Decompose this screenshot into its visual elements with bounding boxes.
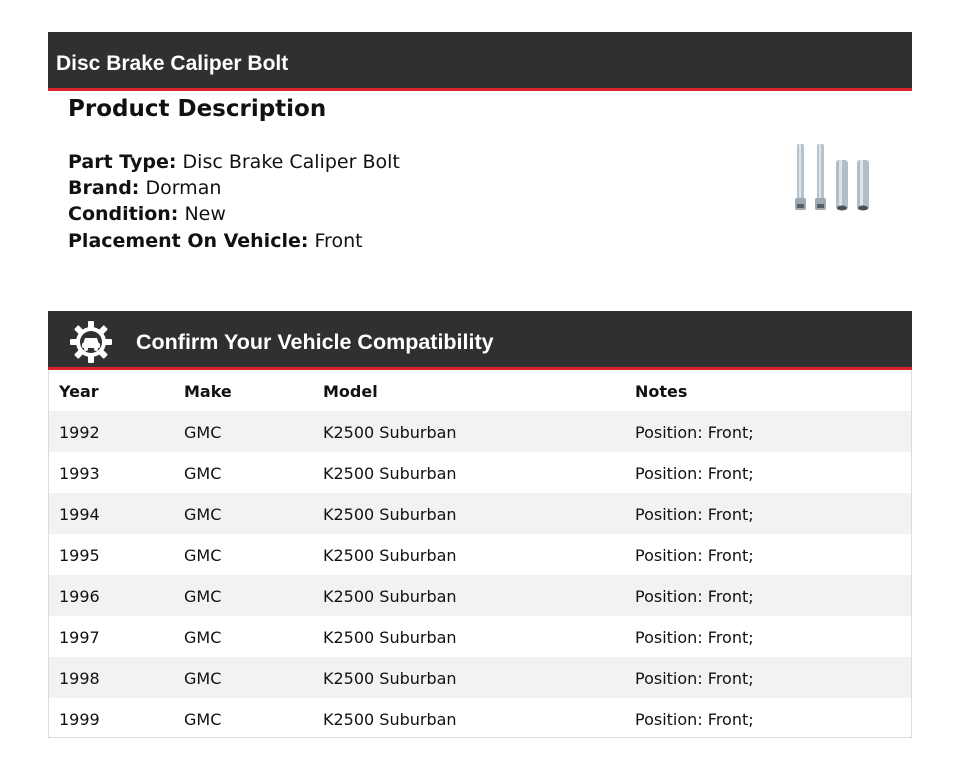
product-description-heading: Product Description — [68, 96, 327, 122]
product-image[interactable] — [786, 140, 881, 220]
spec-label: Condition: — [68, 203, 179, 225]
cell-make: GMC — [184, 505, 222, 524]
table-row — [49, 698, 911, 739]
table-row — [49, 411, 911, 452]
cell-model: K2500 Suburban — [323, 464, 457, 483]
column-header-year[interactable]: Year — [59, 382, 99, 401]
cell-year: 1998 — [59, 669, 100, 688]
cell-model: K2500 Suburban — [323, 628, 457, 647]
table-row — [49, 452, 911, 493]
spec-value: Dorman — [145, 177, 222, 199]
table-row — [49, 657, 911, 698]
spec-label: Placement On Vehicle: — [68, 230, 309, 252]
table-row — [49, 575, 911, 616]
spec-condition — [68, 203, 226, 225]
cell-year: 1997 — [59, 628, 100, 647]
cell-model: K2500 Suburban — [323, 587, 457, 606]
spec-value: Disc Brake Caliper Bolt — [182, 151, 400, 173]
gear-car-icon — [68, 319, 114, 365]
spec-label: Brand: — [68, 177, 140, 199]
spec-label: Part Type: — [68, 151, 177, 173]
compatibility-title-bar — [48, 311, 912, 370]
cell-year: 1995 — [59, 546, 100, 565]
spec-value: New — [184, 203, 226, 225]
cell-model: K2500 Suburban — [323, 505, 457, 524]
spec-brand — [68, 177, 221, 199]
product-title-bar — [48, 32, 912, 91]
table-row — [49, 616, 911, 657]
column-header-notes[interactable]: Notes — [635, 382, 688, 401]
cell-notes: Position: Front; — [635, 505, 754, 524]
cell-model: K2500 Suburban — [323, 669, 457, 688]
cell-model: K2500 Suburban — [323, 546, 457, 565]
product-title: Disc Brake Caliper Bolt — [56, 52, 289, 75]
cell-model: K2500 Suburban — [323, 710, 457, 729]
table-row — [49, 493, 911, 534]
table-header-row — [49, 370, 911, 411]
spec-part-type — [68, 151, 400, 173]
table-row — [49, 534, 911, 575]
cell-notes: Position: Front; — [635, 628, 754, 647]
cell-notes: Position: Front; — [635, 423, 754, 442]
cell-make: GMC — [184, 587, 222, 606]
cell-notes: Position: Front; — [635, 669, 754, 688]
cell-make: GMC — [184, 423, 222, 442]
cell-year: 1993 — [59, 464, 100, 483]
cell-notes: Position: Front; — [635, 587, 754, 606]
cell-notes: Position: Front; — [635, 710, 754, 729]
cell-make: GMC — [184, 628, 222, 647]
cell-make: GMC — [184, 464, 222, 483]
cell-notes: Position: Front; — [635, 546, 754, 565]
cell-make: GMC — [184, 710, 222, 729]
spec-placement — [68, 230, 363, 252]
cell-year: 1992 — [59, 423, 100, 442]
column-header-make[interactable]: Make — [184, 382, 232, 401]
compatibility-title: Confirm Your Vehicle Compatibility — [136, 330, 494, 354]
cell-make: GMC — [184, 669, 222, 688]
cell-model: K2500 Suburban — [323, 423, 457, 442]
cell-year: 1996 — [59, 587, 100, 606]
column-header-model[interactable]: Model — [323, 382, 378, 401]
compatibility-table — [48, 370, 912, 738]
cell-year: 1999 — [59, 710, 100, 729]
cell-year: 1994 — [59, 505, 100, 524]
cell-notes: Position: Front; — [635, 464, 754, 483]
cell-make: GMC — [184, 546, 222, 565]
spec-value: Front — [314, 230, 363, 252]
